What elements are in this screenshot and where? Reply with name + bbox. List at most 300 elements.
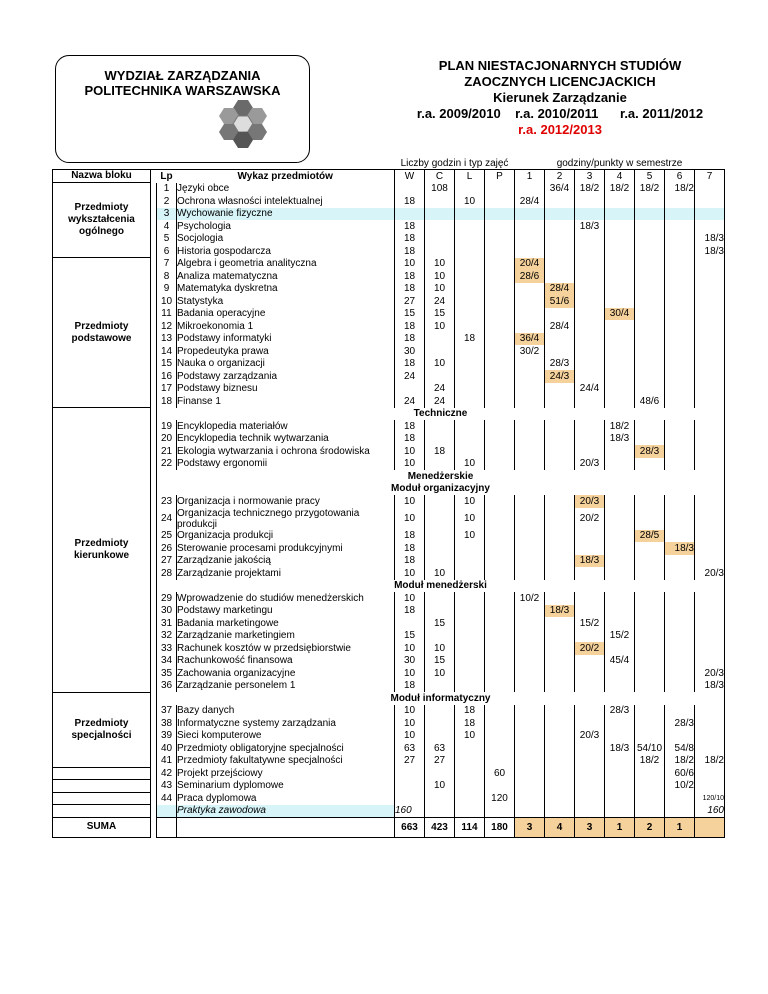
semester-value: 28/3 — [605, 705, 635, 718]
hours-p — [485, 395, 515, 408]
semester-value: 36/4 — [515, 333, 545, 346]
hours-w: 10 — [395, 495, 425, 508]
hours-c — [425, 433, 455, 446]
hours-p: 60 — [485, 767, 515, 780]
semester-value — [575, 592, 605, 605]
subject-name: Projekt przejściowy — [177, 767, 395, 780]
sum-semester: 3 — [515, 817, 545, 837]
sum-semester: 2 — [635, 817, 665, 837]
row-number: 1 — [157, 183, 177, 196]
hours-l — [455, 617, 485, 630]
semester-value: 10/2 — [665, 780, 695, 793]
hours-p — [485, 358, 515, 371]
semester-value: 18/2 — [605, 420, 635, 433]
block-name-b3: Przedmioty kierunkowe — [53, 408, 151, 693]
hours-c — [425, 195, 455, 208]
semester-value — [635, 567, 665, 580]
hours-c: 10 — [425, 258, 455, 271]
semester-value — [695, 630, 725, 643]
row-number: 32 — [157, 630, 177, 643]
hours-l — [455, 370, 485, 383]
hours-l — [455, 233, 485, 246]
row-number: 3 — [157, 208, 177, 221]
subject-name: Analiza matematyczna — [177, 270, 395, 283]
hours-w: 18 — [395, 530, 425, 543]
hours-p — [485, 383, 515, 396]
hours-p — [485, 333, 515, 346]
semester-value — [575, 542, 605, 555]
cell — [605, 805, 635, 818]
semester-value — [515, 358, 545, 371]
row-number: 27 — [157, 555, 177, 568]
hours-p — [485, 233, 515, 246]
hours-c — [425, 220, 455, 233]
semester-value — [695, 458, 725, 471]
semester-value — [605, 345, 635, 358]
row-number: 4 — [157, 220, 177, 233]
semester-value: 18/3 — [605, 433, 635, 446]
row-number: 17 — [157, 383, 177, 396]
hours-c — [425, 605, 455, 618]
subject-name: Podstawy informatyki — [177, 333, 395, 346]
semester-value — [545, 233, 575, 246]
semester-value — [575, 655, 605, 668]
block-empty — [53, 792, 151, 805]
semester-value — [665, 680, 695, 693]
semester-value: 18/2 — [665, 183, 695, 196]
semester-value: 18/3 — [695, 245, 725, 258]
semester-value — [635, 220, 665, 233]
hours-l — [455, 283, 485, 296]
semester-value — [515, 642, 545, 655]
hours-w — [395, 383, 425, 396]
semester-value — [575, 420, 605, 433]
semester-header: 6 — [665, 170, 695, 183]
hours-w — [395, 780, 425, 793]
hours-w: 18 — [395, 433, 425, 446]
hours-w: 30 — [395, 655, 425, 668]
semester-value — [605, 320, 635, 333]
hours-l — [455, 445, 485, 458]
hours-w: 10 — [395, 642, 425, 655]
hours-p — [485, 283, 515, 296]
semester-value — [545, 617, 575, 630]
semester-value — [635, 345, 665, 358]
table-row — [53, 433, 725, 446]
semester-value — [515, 605, 545, 618]
subject-name: Organizacja technicznego przygotowania produkcji — [177, 508, 395, 530]
table-row — [53, 395, 725, 408]
semester-value — [575, 358, 605, 371]
semester-value — [635, 792, 665, 805]
hours-c — [425, 530, 455, 543]
hours-c: 15 — [425, 308, 455, 321]
semester-value — [695, 395, 725, 408]
hours-l — [455, 208, 485, 221]
semester-value — [515, 495, 545, 508]
hours-w: 18 — [395, 605, 425, 618]
semester-value — [545, 755, 575, 768]
hours-c — [425, 792, 455, 805]
semester-value — [545, 567, 575, 580]
hours-c — [425, 630, 455, 643]
semester-value — [665, 508, 695, 530]
hours-w — [395, 792, 425, 805]
semester-value: 28/3 — [665, 717, 695, 730]
semester-value: 18/3 — [605, 742, 635, 755]
semester-value — [605, 755, 635, 768]
hours-l: 18 — [455, 705, 485, 718]
semester-value: 20/2 — [575, 508, 605, 530]
row-number: 41 — [157, 755, 177, 768]
semester-value — [545, 195, 575, 208]
hours-p — [485, 345, 515, 358]
subject-name: Podstawy ergonomii — [177, 458, 395, 471]
table-row — [53, 780, 725, 793]
subject-name: Informatyczne systemy zarządzania — [177, 717, 395, 730]
hours-p — [485, 295, 515, 308]
semester-value — [515, 433, 545, 446]
subject-name: Zarządzanie personelem 1 — [177, 680, 395, 693]
hours-c: 15 — [425, 617, 455, 630]
subject-name: Badania marketingowe — [177, 617, 395, 630]
row-number: 9 — [157, 283, 177, 296]
hours-p — [485, 592, 515, 605]
hours-w: 10 — [395, 730, 425, 743]
subject-name: Seminarium dyplomowe — [177, 780, 395, 793]
hours-c: 108 — [425, 183, 455, 196]
semester-value — [515, 283, 545, 296]
hours-l: 18 — [455, 717, 485, 730]
semester-value — [575, 333, 605, 346]
hours-p — [485, 370, 515, 383]
block-empty — [53, 780, 151, 793]
semester-value — [695, 642, 725, 655]
semester-value — [515, 295, 545, 308]
hours-c: 10 — [425, 320, 455, 333]
hours-c: 24 — [425, 295, 455, 308]
semester-header: 1 — [515, 170, 545, 183]
subject-name: Języki obce — [177, 183, 395, 196]
praktyka-s7: 160 — [695, 805, 725, 818]
hours-p — [485, 717, 515, 730]
semester-value — [515, 655, 545, 668]
hours-w: 10 — [395, 258, 425, 271]
semester-value — [515, 705, 545, 718]
semester-value — [695, 370, 725, 383]
block-header: Nazwa bloku — [53, 170, 151, 183]
semester-value — [545, 308, 575, 321]
semester-value — [545, 705, 575, 718]
sum-w: 663 — [395, 817, 425, 837]
row-number: 40 — [157, 742, 177, 755]
row-number: 35 — [157, 667, 177, 680]
semester-value — [635, 780, 665, 793]
semester-header: 7 — [695, 170, 725, 183]
sum-c: 423 — [425, 817, 455, 837]
semester-group-header: godziny/punkty w semestrze — [556, 158, 683, 169]
hours-p — [485, 667, 515, 680]
hours-p — [485, 258, 515, 271]
semester-value — [695, 383, 725, 396]
semester-value — [515, 383, 545, 396]
semester-value — [545, 220, 575, 233]
row-number: 43 — [157, 780, 177, 793]
hours-p — [485, 445, 515, 458]
hours-w — [395, 208, 425, 221]
semester-value: 20/3 — [575, 495, 605, 508]
hours-l — [455, 655, 485, 668]
subject-name: Rachunek kosztów w przedsiębiorstwie — [177, 642, 395, 655]
hours-l — [455, 680, 485, 693]
semester-value: 18/3 — [575, 220, 605, 233]
cell — [635, 805, 665, 818]
hours-l — [455, 630, 485, 643]
semester-value: 28/4 — [545, 320, 575, 333]
semester-value — [545, 742, 575, 755]
hours-w: 18 — [395, 270, 425, 283]
hours-w: 10 — [395, 508, 425, 530]
cell — [575, 805, 605, 818]
cell — [515, 805, 545, 818]
semester-value — [545, 433, 575, 446]
table-row — [53, 542, 725, 555]
semester-value: 15/2 — [575, 617, 605, 630]
table-row — [53, 445, 725, 458]
semester-value — [665, 308, 695, 321]
semester-value — [575, 667, 605, 680]
semester-value — [605, 780, 635, 793]
table-row — [53, 755, 725, 768]
block-empty — [53, 767, 151, 780]
subject-name: Zarządzanie marketingiem — [177, 630, 395, 643]
semester-value — [575, 370, 605, 383]
table-row — [53, 245, 725, 258]
row-number: 12 — [157, 320, 177, 333]
table-row — [53, 495, 725, 508]
table-row — [53, 705, 725, 718]
table-row — [53, 805, 725, 818]
section-mm: Moduł menedżerski — [157, 580, 725, 593]
semester-value — [605, 220, 635, 233]
hours-w: 18 — [395, 320, 425, 333]
semester-value — [605, 283, 635, 296]
semester-value — [515, 370, 545, 383]
semester-value — [665, 220, 695, 233]
hours-c — [425, 592, 455, 605]
section-men: Menedżerskie — [157, 470, 725, 483]
hours-w: 24 — [395, 370, 425, 383]
hours-l — [455, 295, 485, 308]
table-row — [53, 717, 725, 730]
semester-value — [665, 295, 695, 308]
semester-value — [545, 717, 575, 730]
subject-name: Przedmioty fakultatywne specjalności — [177, 755, 395, 768]
row-number: 20 — [157, 433, 177, 446]
hours-c: 10 — [425, 270, 455, 283]
hours-c — [425, 542, 455, 555]
semester-value — [665, 433, 695, 446]
semester-value — [695, 555, 725, 568]
semester-value — [635, 208, 665, 221]
semester-value — [545, 245, 575, 258]
semester-value — [635, 195, 665, 208]
semester-header: 5 — [635, 170, 665, 183]
semester-value — [695, 717, 725, 730]
semester-value — [635, 655, 665, 668]
semester-value — [515, 567, 545, 580]
hours-w: 30 — [395, 345, 425, 358]
semester-value — [575, 295, 605, 308]
subject-name: Wprowadzenie do studiów menedżerskich — [177, 592, 395, 605]
semester-value — [605, 542, 635, 555]
semester-value — [695, 220, 725, 233]
semester-value — [635, 617, 665, 630]
semester-value — [695, 420, 725, 433]
semester-value — [605, 730, 635, 743]
semester-value — [515, 530, 545, 543]
table-row — [53, 555, 725, 568]
table-row — [53, 767, 725, 780]
semester-value — [605, 592, 635, 605]
table-row — [53, 667, 725, 680]
block-name-b2: Przedmioty podstawowe — [53, 258, 151, 408]
table-row — [53, 158, 725, 170]
semester-value: 28/5 — [635, 530, 665, 543]
subjects-header: Wykaz przedmiotów — [177, 170, 395, 183]
hours-l — [455, 555, 485, 568]
table-row — [53, 370, 725, 383]
hours-l — [455, 308, 485, 321]
semester-value — [605, 642, 635, 655]
semester-value — [635, 420, 665, 433]
semester-value — [605, 667, 635, 680]
semester-value — [605, 270, 635, 283]
table-row — [53, 170, 725, 183]
hours-p — [485, 655, 515, 668]
subject-name: Sieci komputerowe — [177, 730, 395, 743]
hours-p — [485, 605, 515, 618]
cell — [157, 817, 177, 837]
hours-c — [425, 555, 455, 568]
hours-l — [455, 183, 485, 196]
semester-value — [665, 233, 695, 246]
semester-value — [665, 495, 695, 508]
subject-name: Encyklopedia materiałów — [177, 420, 395, 433]
hours-p — [485, 433, 515, 446]
semester-value — [695, 295, 725, 308]
semester-value — [515, 742, 545, 755]
semester-value — [575, 245, 605, 258]
cell — [177, 817, 395, 837]
type-header: L — [455, 170, 485, 183]
semester-value — [665, 333, 695, 346]
semester-value — [635, 495, 665, 508]
semester-value — [545, 445, 575, 458]
hours-l — [455, 220, 485, 233]
hours-c — [425, 680, 455, 693]
semester-value — [575, 445, 605, 458]
hours-c — [425, 333, 455, 346]
hours-l — [455, 358, 485, 371]
row-number: 13 — [157, 333, 177, 346]
row-number: 39 — [157, 730, 177, 743]
semester-value — [635, 258, 665, 271]
semester-value — [695, 592, 725, 605]
semester-value — [665, 617, 695, 630]
semester-value: 30/2 — [515, 345, 545, 358]
table-row — [53, 508, 725, 530]
semester-value — [635, 680, 665, 693]
semester-value — [695, 742, 725, 755]
hours-p — [485, 642, 515, 655]
semester-value — [515, 755, 545, 768]
hours-l: 10 — [455, 458, 485, 471]
hours-l — [455, 767, 485, 780]
hours-w: 18 — [395, 333, 425, 346]
section-org: Moduł organizacyjny — [157, 483, 725, 496]
hours-l: 10 — [455, 530, 485, 543]
semester-value: 54/8 — [665, 742, 695, 755]
subject-name: Zarządzanie jakością — [177, 555, 395, 568]
semester-value — [635, 320, 665, 333]
hours-l: 10 — [455, 730, 485, 743]
hours-c — [425, 508, 455, 530]
semester-value: 18/3 — [575, 555, 605, 568]
semester-value — [515, 617, 545, 630]
semester-value — [665, 592, 695, 605]
table-row — [53, 642, 725, 655]
semester-value — [545, 270, 575, 283]
hours-c: 27 — [425, 755, 455, 768]
semester-value — [695, 283, 725, 296]
semester-value — [695, 195, 725, 208]
hours-c: 10 — [425, 283, 455, 296]
subject-name: Podstawy biznesu — [177, 383, 395, 396]
subject-name: Historia gospodarcza — [177, 245, 395, 258]
semester-value — [635, 705, 665, 718]
table-row — [53, 295, 725, 308]
hours-l — [455, 270, 485, 283]
cell — [455, 805, 485, 818]
hours-l — [455, 542, 485, 555]
semester-value — [695, 445, 725, 458]
semester-value — [575, 767, 605, 780]
semester-value: 20/3 — [695, 667, 725, 680]
row-number: 28 — [157, 567, 177, 580]
semester-value — [575, 395, 605, 408]
title-line-1: PLAN NIESTACJONARNYCH STUDIÓW — [438, 58, 682, 73]
hours-w: 18 — [395, 220, 425, 233]
semester-value — [515, 183, 545, 196]
hours-l — [455, 383, 485, 396]
hours-w: 63 — [395, 742, 425, 755]
semester-value — [605, 605, 635, 618]
semester-value: 54/10 — [635, 742, 665, 755]
semester-value: 18/3 — [665, 542, 695, 555]
semester-value — [605, 445, 635, 458]
semester-value — [515, 730, 545, 743]
hexagon-logo-icon — [218, 98, 273, 153]
hours-p — [485, 530, 515, 543]
hours-c — [425, 420, 455, 433]
semester-value — [545, 508, 575, 530]
row-number: 33 — [157, 642, 177, 655]
semester-value — [575, 567, 605, 580]
type-header: W — [395, 170, 425, 183]
semester-value — [545, 458, 575, 471]
hours-l — [455, 258, 485, 271]
